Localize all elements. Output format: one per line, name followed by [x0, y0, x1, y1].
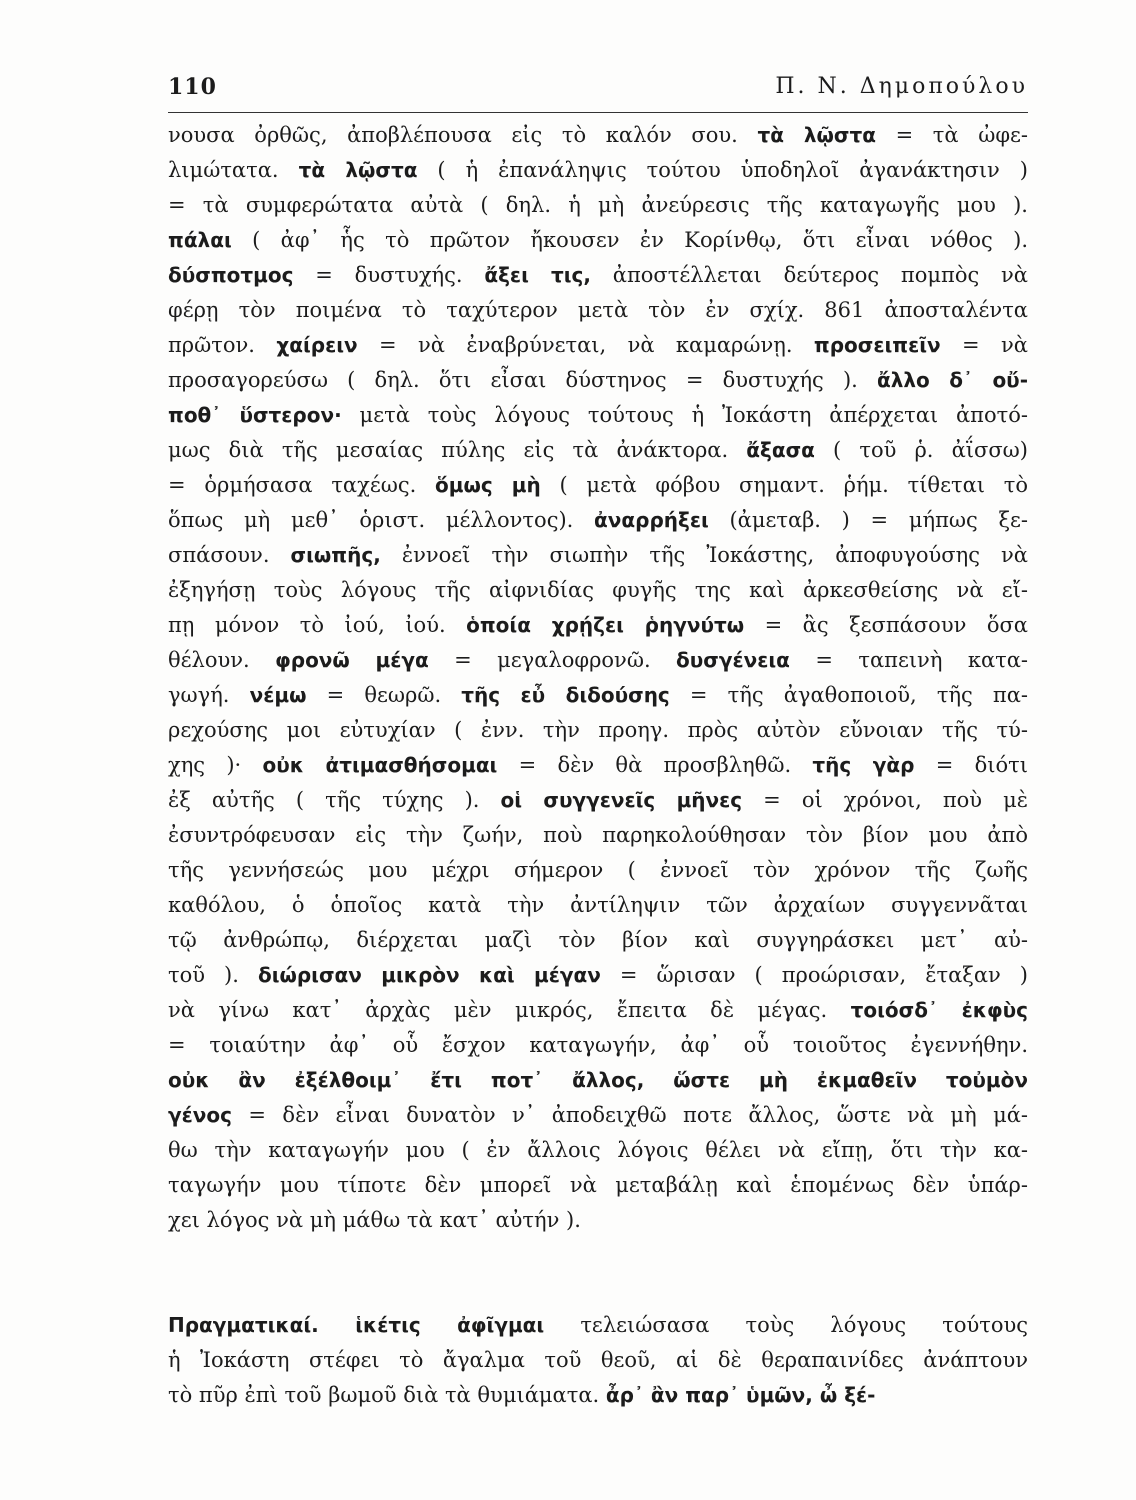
text-line — [168, 188, 1028, 223]
text-line — [168, 293, 1028, 328]
bold-term: φρονῶ μέγα — [275, 648, 429, 672]
text-run: θω τὴν καταγωγήν μου ( ἐν ἄλλοις λόγοις θέλει νὰ εἴπῃ, ὅτι τὴν κα- — [168, 1138, 1028, 1162]
text-run: = μεγαλοφρονῶ. — [428, 648, 677, 672]
text-run: τὸ πῦρ ἐπὶ τοῦ βωμοῦ διὰ τὰ θυμιάματα. — [168, 1383, 606, 1407]
bold-term: τῆς γὰρ — [812, 753, 915, 777]
text-line — [168, 1378, 1028, 1413]
text-line — [168, 993, 1028, 1028]
text-run: (ἀμεταβ. ) = μήπως ξε- — [708, 508, 1028, 532]
text-run: σπάσουν. — [168, 543, 291, 567]
header-rule — [168, 112, 1028, 113]
text-run: = ἂς ξεσπάσουν ὅσα — [744, 613, 1028, 637]
text-line — [168, 538, 1028, 573]
page-header — [168, 68, 1028, 108]
text-run: = τοιαύτην ἀφ᾽ οὗ ἔσχον καταγωγήν, ἀφ᾽ οὗ τοιοῦτος ἐγεννήθην. — [168, 1033, 1028, 1057]
text-line — [168, 1203, 1028, 1238]
text-line — [168, 818, 1028, 853]
text-run: = θεωρῶ. — [306, 683, 462, 707]
text-line — [168, 503, 1028, 538]
text-run: πῃ μόνον τὸ ἰού, ἰού. — [168, 613, 467, 637]
bold-term: τὰ λῷστα — [757, 123, 876, 147]
text-run: θέλουν. — [168, 648, 276, 672]
bold-term: οὐκ ἂν ἐξέλθοιμ᾽ ἔτι ποτ᾽ ἄλλος, ὥστε μὴ ἐκμαθεῖν τοὐμὸν — [168, 1068, 1028, 1092]
text-run: προσαγορεύσω ( δηλ. ὅτι εἶσαι δύστηνος = δυστυχής ). — [168, 368, 877, 392]
text-line — [168, 153, 1028, 188]
text-run: = ταπεινὴ κατα- — [789, 648, 1028, 672]
text-run: ( μετὰ φόβου σημαντ. ῥήμ. τίθεται τὸ — [540, 473, 1028, 497]
text-line — [168, 573, 1028, 608]
bold-term: γένος — [168, 1103, 232, 1127]
text-run: = δὲν εἶναι δυνατὸν ν᾽ ἀποδειχθῶ ποτε ἄλλος, ὥστε νὰ μὴ μά- — [231, 1103, 1028, 1127]
text-run: μως διὰ τῆς μεσαίας πύλης εἰς τὰ ἀνάκτορα. — [168, 438, 747, 462]
text-line — [168, 363, 1028, 398]
bold-term: προσειπεῖν — [813, 333, 941, 357]
bold-term: ἱκέτις ἀφῖγμαι — [355, 1313, 545, 1337]
text-line — [168, 1063, 1028, 1098]
text-run: πρῶτον. — [168, 333, 277, 357]
text-run: μετὰ τοὺς λόγους τούτους ἡ Ἰοκάστη ἀπέρχεται ἀποτό- — [341, 403, 1028, 427]
text-line — [168, 1028, 1028, 1063]
text-run: νουσα ὀρθῶς, ἀποβλέπουσα εἰς τὸ καλόν σου. — [168, 123, 758, 147]
text-run: χης )· — [168, 753, 263, 777]
bold-term: τοιόσδ᾽ ἐκφὺς — [850, 998, 1028, 1022]
bold-term: δύσποτμος — [168, 263, 294, 287]
text-run: τῆς γεννήσεώς μου μέχρι σήμερον ( ἐννοεῖ τὸν χρόνον τῆς ζωῆς — [168, 858, 1028, 882]
bold-term: ἆρ᾽ ἂν παρ᾽ ὑμῶν, ὦ ξέ- — [605, 1383, 876, 1407]
bold-term: ἄξασα — [746, 438, 815, 462]
text-line — [168, 118, 1028, 153]
bold-term: διώρισαν μικρὸν καὶ μέγαν — [257, 963, 601, 987]
text-run: = νὰ ἐναβρύνεται, νὰ καμαρώνῃ. — [357, 333, 814, 357]
text-line — [168, 1098, 1028, 1133]
bold-term: Πραγματικαί. — [168, 1313, 356, 1337]
text-run: ( τοῦ ῥ. ἀΐσσω) — [814, 438, 1028, 462]
text-line — [168, 748, 1028, 783]
text-line — [168, 1308, 1028, 1343]
text-run: τῷ ἀνθρώπῳ, διέρχεται μαζὶ τὸν βίον καὶ συγγηράσκει μετ᾽ αὐ- — [168, 928, 1028, 952]
text-line — [168, 468, 1028, 503]
text-run: ἐξ αὐτῆς ( τῆς τύχης ). — [168, 788, 501, 812]
page-number: 110 — [168, 74, 217, 100]
text-line — [168, 1343, 1028, 1378]
bold-term: τὰ λῷστα — [298, 158, 418, 182]
text-line — [168, 783, 1028, 818]
bold-term: σιωπῆς, — [290, 543, 381, 567]
text-run: = τὰ συμφερώτατα αὐτὰ ( δηλ. ἡ μὴ ἀνεύρεσις τῆς καταγωγῆς μου ). — [168, 193, 1028, 217]
text-run: ρεχούσης μοι εὐτυχίαν ( ἐνν. τὴν προηγ. πρὸς αὐτὸν εὔνοιαν τῆς τύ- — [168, 718, 1028, 742]
text-run: χει λόγος νὰ μὴ μάθω τὰ κατ᾽ αὐτήν ). — [168, 1208, 581, 1232]
text-run: ὅπως μὴ μεθ᾽ ὁριστ. μέλλοντος). — [168, 508, 595, 532]
text-line — [168, 398, 1028, 433]
text-run: = τὰ ὠφε- — [875, 123, 1028, 147]
text-run: = ὁρμήσασα ταχέως. — [168, 473, 436, 497]
bold-term: οἱ συγγενεῖς μῆνες — [500, 788, 743, 812]
text-run: λιμώτατα. — [168, 158, 299, 182]
bold-term: νέμω — [249, 683, 307, 707]
text-run: τοῦ ). — [168, 963, 258, 987]
text-run: ἀποστέλλεται δεύτερος πομπὸς νὰ — [590, 263, 1028, 287]
bold-term: χαίρειν — [276, 333, 358, 357]
page-body — [168, 118, 1028, 1413]
text-line — [168, 1168, 1028, 1203]
text-run: ( ἀφ᾽ ἧς τὸ πρῶτον ἤκουσεν ἐν Κορίνθῳ, ὅτι εἶναι νόθος ). — [231, 228, 1028, 252]
text-run: = οἱ χρόνοι, ποὺ μὲ — [742, 788, 1028, 812]
bold-term: ἄλλο δ᾽ οὔ- — [877, 368, 1028, 392]
text-run: = δὲν θὰ προσβληθῶ. — [497, 753, 813, 777]
text-run: φέρῃ τὸν ποιμένα τὸ ταχύτερον μετὰ τὸν ἐν σχίχ. 861 ἀποσταλέντα — [168, 298, 1028, 322]
text-line — [168, 258, 1028, 293]
text-line — [168, 643, 1028, 678]
text-run: νὰ γίνω κατ᾽ ἀρχὰς μὲν μικρός, ἔπειτα δὲ μέγας. — [168, 998, 851, 1022]
text-run: ἐννοεῖ τὴν σιωπὴν τῆς Ἰοκάστης, ἀποφυγούσης νὰ — [380, 543, 1028, 567]
text-run: ταγωγήν μου τίποτε δὲν μπορεῖ νὰ μεταβάλῃ καὶ ἑπομένως δὲν ὑπάρ- — [168, 1173, 1028, 1197]
text-line — [168, 223, 1028, 258]
text-line — [168, 433, 1028, 468]
text-run: τελειώσασα τοὺς λόγους τούτους — [544, 1313, 1028, 1337]
running-head: Π. Ν. Δημοπούλου — [775, 74, 1028, 99]
text-run: = νὰ — [940, 333, 1028, 357]
text-run: = τῆς ἀγαθοποιοῦ, τῆς πα- — [669, 683, 1028, 707]
bold-term: τῆς εὖ διδούσης — [461, 683, 670, 707]
bold-term: ἀναρρήξει — [594, 508, 709, 532]
bold-term: ὁποία χρῄζει ῥηγνύτω — [466, 613, 745, 637]
paragraph-gap — [168, 1238, 1028, 1308]
text-run: = δυστυχής. — [293, 263, 485, 287]
text-run: ἐσυντρόφευσαν εἰς τὴν ζωήν, ποὺ παρηκολούθησαν τὸν βίον μου ἀπὸ — [168, 823, 1028, 847]
text-line — [168, 1133, 1028, 1168]
text-line — [168, 678, 1028, 713]
text-run: ἐξηγήσῃ τοὺς λόγους τῆς αἰφνιδίας φυγῆς της καὶ ἀρκεσθείσης νὰ εἴ- — [168, 578, 1028, 602]
text-run: = ὥρισαν ( προώρισαν, ἔταξαν ) — [600, 963, 1028, 987]
text-line — [168, 958, 1028, 993]
text-run: γωγή. — [168, 683, 250, 707]
text-line — [168, 923, 1028, 958]
bold-term: ὅμως μὴ — [435, 473, 541, 497]
text-run: = διότι — [914, 753, 1028, 777]
text-line — [168, 853, 1028, 888]
text-run: καθόλου, ὁ ὁποῖος κατὰ τὴν ἀντίληψιν τῶν ἀρχαίων συγγεννᾶται — [168, 893, 1028, 917]
text-line — [168, 608, 1028, 643]
text-line — [168, 328, 1028, 363]
bold-term: οὐκ ἀτιμασθήσομαι — [262, 753, 498, 777]
bold-term: ἄξει τις, — [484, 263, 591, 287]
text-run: ( ἡ ἐπανάληψις τούτου ὑποδηλοῖ ἀγανάκτησιν ) — [417, 158, 1028, 182]
text-line — [168, 888, 1028, 923]
text-line — [168, 713, 1028, 748]
text-run: ἡ Ἰοκάστη στέφει τὸ ἄγαλμα τοῦ θεοῦ, αἱ δὲ θεραπαινίδες ἀνάπτουν — [168, 1348, 1028, 1372]
bold-term: δυσγένεια — [676, 648, 790, 672]
bold-term: πάλαι — [168, 228, 232, 252]
bold-term: ποθ᾽ ὕστερον· — [168, 403, 342, 427]
